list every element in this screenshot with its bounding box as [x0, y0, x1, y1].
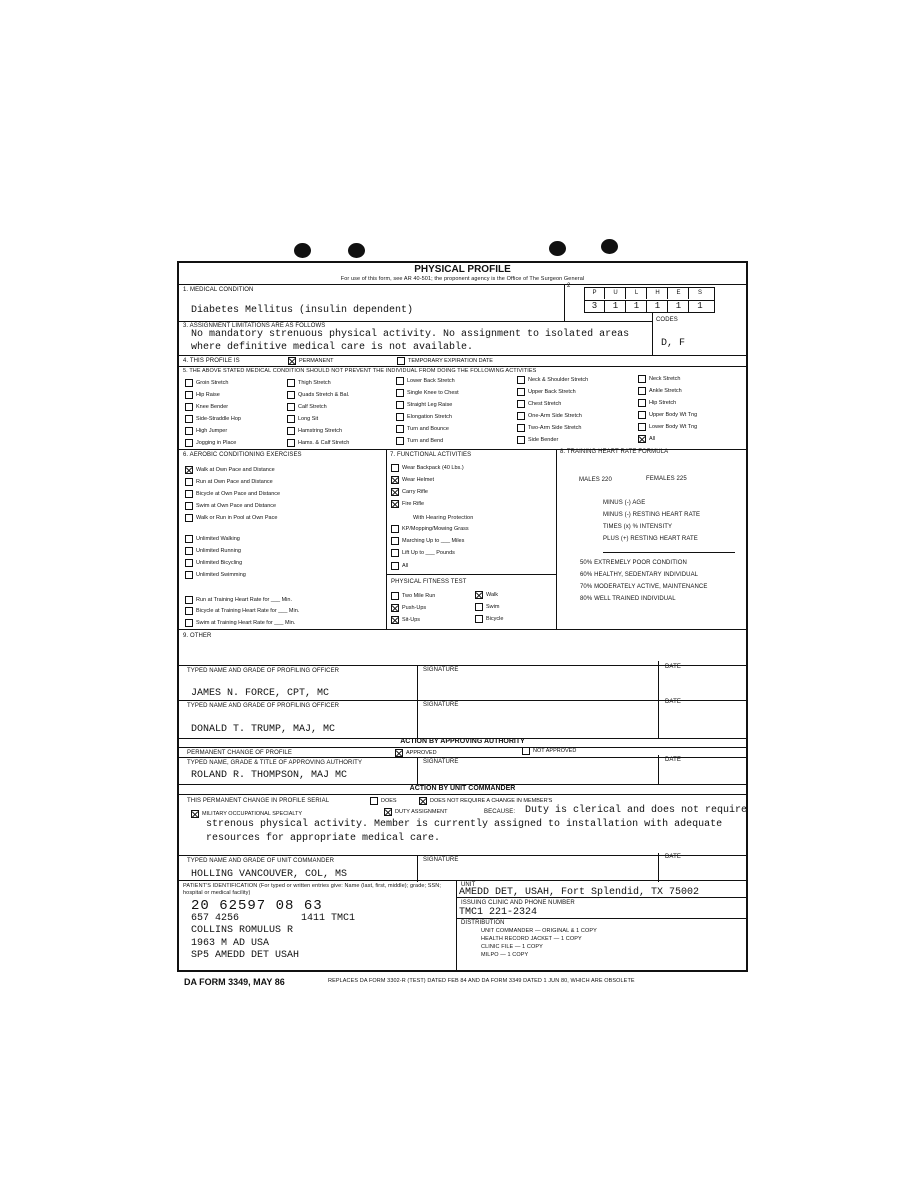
aerobic-walk-own-pace[interactable]: Walk at Own Pace and Distance [185, 466, 275, 474]
permanent-checkbox[interactable] [288, 357, 334, 365]
distribution-line-1: UNIT COMMANDER — ORIGINAL & 1 COPY [481, 928, 597, 934]
aerobic-run-training-rate[interactable]: Run at Training Heart Rate for ___ Min. [185, 596, 292, 604]
binder-hole [294, 243, 311, 258]
pulhes-value-l: 1 [627, 301, 647, 312]
heart-rate-times-intensity: TIMES (x) % INTENSITY [603, 524, 673, 530]
heart-rate-minus-age: MINUS (-) AGE [603, 500, 646, 506]
pft-bicycle[interactable]: Bicycle [475, 615, 503, 623]
officer1-label: TYPED NAME AND GRADE OF PROFILING OFFICER [187, 668, 340, 674]
functional-wear-helmet[interactable]: Wear Helmet [391, 476, 434, 484]
activity-two-arm-side-stretch[interactable]: Two-Arm Side Stretch [517, 424, 582, 432]
functional-kp-mopping[interactable]: KP/Mopping/Mowing Grass [391, 525, 469, 533]
pft-label: PHYSICAL FITNESS TEST [391, 579, 467, 585]
reason-line-2: strenous physical activity. Member is currently assigned to installation with adequate [206, 819, 723, 830]
because-label: BECAUSE: [484, 809, 516, 815]
activity-straight-leg-raise[interactable]: Straight Leg Raise [396, 401, 452, 409]
heart-rate-plus-resting: PLUS (+) RESTING HEART RATE [603, 536, 698, 542]
aerobic-unlimited-swimming[interactable]: Unlimited Swimming [185, 571, 246, 579]
activity-neck-shoulder-stretch[interactable]: Neck & Shoulder Stretch [517, 376, 588, 384]
activity-all[interactable]: All [638, 435, 655, 443]
form-id: DA FORM 3349, MAY 86 [184, 977, 285, 987]
officer2-label: TYPED NAME AND GRADE OF PROFILING OFFICER [187, 703, 340, 709]
officer1-name: JAMES N. FORCE, CPT, MC [191, 688, 330, 699]
distribution-line-4: MILPO — 1 COPY [481, 952, 529, 958]
activity-neck-stretch[interactable]: Neck Stretch [638, 375, 680, 383]
temporary-checkbox[interactable] [397, 357, 493, 365]
officer2-date-label: DATE [665, 699, 681, 705]
permanent-change-label: PERMANENT CHANGE OF PROFILE [187, 750, 292, 756]
activity-one-arm-side-stretch[interactable]: One-Arm Side Stretch [517, 412, 582, 420]
binder-hole [348, 243, 365, 258]
distribution-line-3: CLINIC FILE — 1 COPY [481, 944, 543, 950]
heart-rate-males: MALES 220 [579, 477, 612, 483]
serial-label: THIS PERMANENT CHANGE IN PROFILE SERIAL [187, 798, 330, 804]
pulhes-value-s: 1 [697, 301, 703, 311]
activity-lower-back-stretch[interactable]: Lower Back Stretch [396, 377, 455, 385]
commander-name-label: TYPED NAME AND GRADE OF UNIT COMMANDER [187, 858, 335, 864]
functional-carry-rifle[interactable]: Carry Rifle [391, 488, 428, 496]
aerobic-bicycle-own-pace[interactable]: Bicycle at Own Pace and Distance [185, 490, 280, 498]
activity-lower-body-wt-tng[interactable]: Lower Body Wt Tng [638, 423, 697, 431]
form-title: PHYSICAL PROFILE [414, 264, 511, 275]
activity-long-sit[interactable]: Long Sit [287, 415, 318, 423]
patient-id-line-4: 1963 M AD USA [191, 938, 270, 949]
heart-rate-females: FEMALES 225 [646, 476, 687, 482]
patient-id-label: PATIENT'S IDENTIFICATION (For typed or written entries give: Name (last, first, middle); grade; SSN; hospital or medical facility) [183, 883, 441, 896]
condition-80: 80% WELL TRAINED INDIVIDUAL [580, 596, 676, 602]
activity-knee-bender[interactable]: Knee Bender [185, 403, 228, 411]
activity-ankle-stretch[interactable]: Ankle Stretch [638, 387, 682, 395]
functional-fire-rifle[interactable]: Fire Rifle [391, 500, 424, 508]
pulhes-header-e: E [669, 288, 689, 299]
pft-sit-ups[interactable]: Sit-Ups [391, 616, 420, 624]
activity-side-bender[interactable]: Side Bender [517, 436, 558, 444]
approved-checkbox[interactable]: APPROVED [395, 749, 437, 757]
pft-swim[interactable]: Swim [475, 603, 499, 611]
assignment-line-2: where definitive medical care is not available. [191, 342, 474, 353]
commander-signature-label: SIGNATURE [423, 857, 459, 863]
heart-rate-label: 8. TRAINING HEART RATE FORMULA [560, 449, 669, 455]
condition-60: 60% HEALTHY, SEDENTARY INDIVIDUAL [580, 572, 699, 578]
activity-upper-back-stretch[interactable]: Upper Back Stretch [517, 388, 576, 396]
functional-marching[interactable]: Marching Up to ___ Miles [391, 537, 464, 545]
clinic-label: ISSUING CLINIC AND PHONE NUMBER [461, 900, 575, 906]
temporary-label: TEMPORARY EXPIRATION DATE [408, 357, 493, 364]
pft-walk[interactable]: Walk [475, 591, 498, 599]
patient-id-line-3: COLLINS ROMULUS R [191, 925, 294, 936]
does-checkbox[interactable]: DOES [370, 797, 397, 805]
pulhes-value-p: 3 [585, 301, 605, 312]
hearing-protection-label: With Hearing Protection [413, 515, 474, 521]
approving-signature-label: SIGNATURE [423, 759, 459, 765]
activity-turn-and-bend[interactable]: Turn and Bend [396, 437, 443, 445]
distribution-label: DISTRIBUTION [461, 920, 505, 926]
approving-date-label: DATE [665, 757, 681, 763]
functional-wear-backpack[interactable]: Wear Backpack (40 Lbs.) [391, 464, 464, 472]
aerobic-unlimited-walking[interactable]: Unlimited Walking [185, 535, 240, 543]
pft-two-mile-run[interactable]: Two Mile Run [391, 592, 435, 600]
aerobic-unlimited-running[interactable]: Unlimited Running [185, 547, 241, 555]
pulhes-header-h: H [648, 288, 668, 299]
activity-groin-stretch[interactable]: Groin Stretch [185, 379, 228, 387]
activity-hamstring-stretch[interactable]: Hamstring Stretch [287, 427, 342, 435]
officer1-date-label: DATE [665, 664, 681, 670]
aerobic-swim-own-pace[interactable]: Swim at Own Pace and Distance [185, 502, 276, 510]
activity-hams-calf-stretch[interactable]: Hams. & Calf Stretch [287, 439, 349, 447]
assignment-label: 3. ASSIGNMENT LIMITATIONS ARE AS FOLLOWS [183, 323, 326, 329]
unit-label: UNIT [461, 882, 476, 888]
approving-authority-title: ACTION BY APPROVING AUTHORITY [400, 738, 525, 745]
unit-value: AMEDD DET, USAH, Fort Splendid, TX 75002 [459, 887, 700, 898]
commander-name: HOLLING VANCOUVER, COL, MS [191, 869, 348, 880]
activities-label: 5. THE ABOVE STATED MEDICAL CONDITION SHOULD NOT PREVENT THE INDIVIDUAL FROM DOING THE FOLLOWING ACTIVITIES [183, 368, 537, 374]
activity-jogging-in-place[interactable]: Jogging in Place [185, 439, 236, 447]
condition-50: 50% EXTREMELY POOR CONDITION [580, 560, 687, 566]
binder-hole [601, 239, 618, 254]
pulhes-header-s: S [697, 290, 702, 296]
permanent-label: PERMANENT [299, 357, 334, 364]
activity-quads-stretch[interactable]: Quads Stretch & Bal. [287, 391, 349, 399]
reason-line-3: resources for appropriate medical care. [206, 833, 441, 844]
not-approved-checkbox[interactable]: NOT APPROVED [522, 747, 576, 755]
pulhes-header-p: P [585, 288, 605, 299]
aerobic-pool-own-pace[interactable]: Walk or Run in Pool at Own Pace [185, 514, 277, 522]
patient-id-line-2b: 1411 TMC1 [301, 913, 356, 924]
functional-lift[interactable]: Lift Up to ___ Pounds [391, 549, 455, 557]
clinic-value: TMC1 221-2324 [459, 907, 538, 918]
pulhes-value-u: 1 [606, 301, 626, 312]
activity-high-jumper[interactable]: High Jumper [185, 427, 227, 435]
pulhes-header-u: U [606, 288, 626, 299]
activity-side-straddle-hop[interactable]: Side-Straddle Hop [185, 415, 241, 423]
aerobic-bicycle-training-rate[interactable]: Bicycle at Training Heart Rate for ___ Min. [185, 607, 299, 615]
medical-condition-value: Diabetes Mellitus (insulin dependent) [191, 305, 414, 316]
activity-hip-stretch[interactable]: Hip Stretch [638, 399, 676, 407]
form-replaces-note: REPLACES DA FORM 3302-R (TEST) DATED FEB 84 AND DA FORM 3349 DATED 1 JUN 80, WHICH ARE OBSOLETE [328, 978, 635, 984]
activity-calf-stretch[interactable]: Calf Stretch [287, 403, 327, 411]
activity-chest-stretch[interactable]: Chest Stretch [517, 400, 561, 408]
pulhes-value-e: 1 [669, 301, 689, 312]
patient-id-line-2a: 657 4256 [191, 913, 240, 924]
patient-id-line-1: 20 62597 08 63 [191, 898, 323, 914]
activity-elongation-stretch[interactable]: Elongation Stretch [396, 413, 452, 421]
assignment-line-1: No mandatory strenuous physical activity. No assignment to isolated areas [191, 329, 630, 340]
unit-commander-title: ACTION BY UNIT COMMANDER [409, 785, 516, 792]
aerobic-swim-training-rate[interactable]: Swim at Training Heart Rate for ___ Min. [185, 619, 295, 627]
medical-condition-label: 1. MEDICAL CONDITION [183, 287, 254, 293]
activity-upper-body-wt-tng[interactable]: Upper Body Wt Tng [638, 411, 697, 419]
distribution-line-2: HEALTH RECORD JACKET — 1 COPY [481, 936, 582, 942]
patient-id-line-5: SP5 AMEDD DET USAH [191, 950, 300, 961]
binder-hole [549, 241, 566, 256]
aerobic-label: 6. AEROBIC CONDITIONING EXERCISES [183, 452, 302, 458]
pft-push-ups[interactable]: Push-Ups [391, 604, 426, 612]
profile-is-label: 4. THIS PROFILE IS [183, 358, 240, 364]
pulhes-number: 2 [567, 283, 571, 289]
officer1-signature-label: SIGNATURE [423, 667, 459, 673]
form-subtitle: For use of this form, see AR 40-501; the proponent agency is the Office of The Surgeon General [340, 276, 585, 282]
aerobic-unlimited-bicycling[interactable]: Unlimited Bicycling [185, 559, 242, 567]
reason-line-1: Duty is clerical and does not require [525, 805, 748, 816]
officer2-name: DONALD T. TRUMP, MAJ, MC [191, 724, 336, 735]
codes-value: D, F [661, 338, 686, 349]
other-label: 9. OTHER [183, 633, 212, 639]
approving-name: ROLAND R. THOMPSON, MAJ MC [191, 770, 348, 781]
physical-profile-form [177, 261, 748, 972]
duty-assignment-checkbox[interactable]: DUTY ASSIGNMENT [384, 808, 447, 816]
commander-date-label: DATE [665, 854, 681, 860]
codes-label: CODES [656, 317, 678, 323]
officer2-signature-label: SIGNATURE [423, 702, 459, 708]
mos-checkbox[interactable]: MILITARY OCCUPATIONAL SPECIALTY [191, 810, 302, 818]
heart-rate-minus-resting: MINUS (-) RESTING HEART RATE [603, 512, 701, 518]
activity-turn-and-bounce[interactable]: Turn and Bounce [396, 425, 449, 433]
activity-single-knee-to-chest[interactable]: Single Knee to Chest [396, 389, 459, 397]
activity-thigh-stretch[interactable]: Thigh Stretch [287, 379, 331, 387]
condition-70: 70% MODERATELY ACTIVE, MAINTENANCE [580, 584, 708, 590]
approving-name-label: TYPED NAME, GRADE & TITLE OF APPROVING AUTHORITY [187, 760, 363, 766]
activity-hip-raise[interactable]: Hip Raise [185, 391, 220, 399]
aerobic-run-own-pace[interactable]: Run at Own Pace and Distance [185, 478, 273, 486]
does-not-checkbox[interactable]: DOES NOT REQUIRE A CHANGE IN MEMBER'S [419, 797, 552, 805]
pulhes-value-h: 1 [648, 301, 668, 312]
functional-all[interactable]: All [391, 562, 408, 570]
functional-label: 7. FUNCTIONAL ACTIVITIES [390, 452, 472, 458]
pulhes-header-l: L [627, 288, 647, 299]
